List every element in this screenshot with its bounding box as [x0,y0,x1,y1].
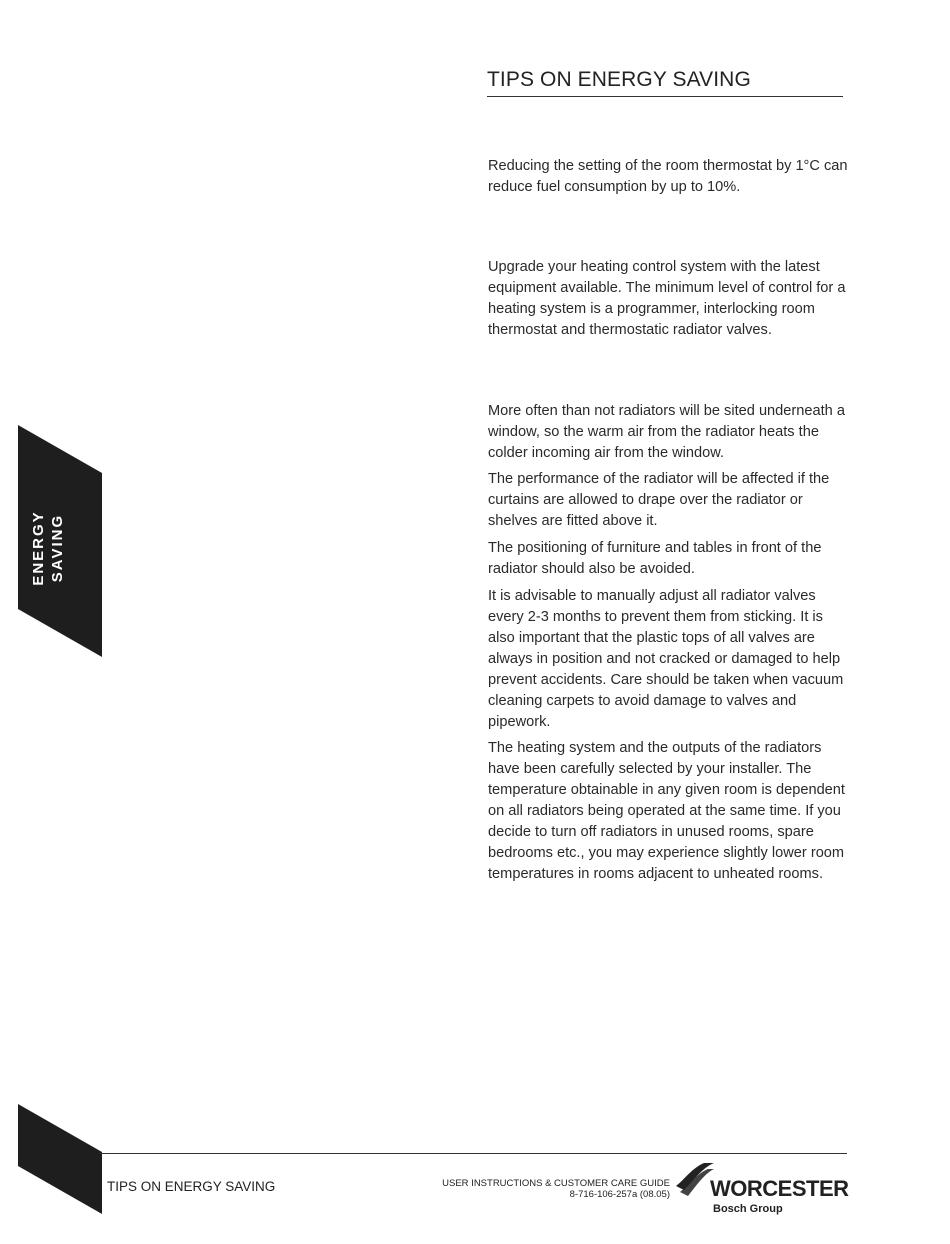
paragraph-controls: Upgrade your heating control system with the latest equipment available. The minimum level of control for a heating system is a programmer, interlocking room thermostat and thermostatic radiator valves. [488,259,846,338]
section-tab-line2: SAVING [49,513,66,583]
footer-guide-info [400,1178,670,1200]
logo-wordmark: WORCESTER [710,1176,849,1201]
footer-section-title: TIPS ON ENERGY SAVING [107,1179,276,1194]
footer-rule [100,1153,847,1154]
footer-tab-shape [18,1104,102,1214]
paragraph-thermostat: Reducing the setting of the room thermostat by 1°C can reduce fuel consumption by up to 10%. [488,158,848,195]
paragraph-furniture: The positioning of furniture and tables in front of the radiator should also be avoided. [488,540,822,577]
section-tab-line1: ENERGY [30,510,47,586]
paragraph-system-outputs: The heating system and the outputs of the radiators have been carefully selected by your installer. The temperature obtainable in any given room is dependent on all radiators being operated at the same time. If you decide to turn off radiators in unused rooms, spare bedrooms etc., you may experience slightly lower room temperatures in rooms adjacent to unheated rooms. [488,740,845,882]
paragraph-valves: It is advisable to manually adjust all radiator valves every 2-3 months to prevent them from sticking. It is also important that the plastic tops of all valves are always in position and not cracked or damaged to help prevent accidents. Care should be taken when vacuum cleaning carpets to avoid damage to valves and pipework. [488,588,844,730]
footer-guide-title: USER INSTRUCTIONS & CUSTOMER CARE GUIDE [442,1178,670,1189]
logo-swoosh-icon [674,1160,714,1200]
logo-subtitle: Bosch Group [713,1203,783,1215]
paragraph-radiator-window: More often than not radiators will be sited underneath a window, so the warm air from the radiator heats the colder incoming air from the window. [488,403,845,461]
title-underline [487,96,843,97]
paragraph-curtains: The performance of the radiator will be affected if the curtains are allowed to drape over the radiator or shelves are fitted above it. [488,471,830,529]
footer-tab [18,1104,102,1219]
worcester-logo [674,1160,849,1220]
footer-guide-code: 8-716-106-257a (08.05) [569,1189,670,1200]
page-title: TIPS ON ENERGY SAVING [487,68,751,91]
section-tab-label [29,510,67,585]
